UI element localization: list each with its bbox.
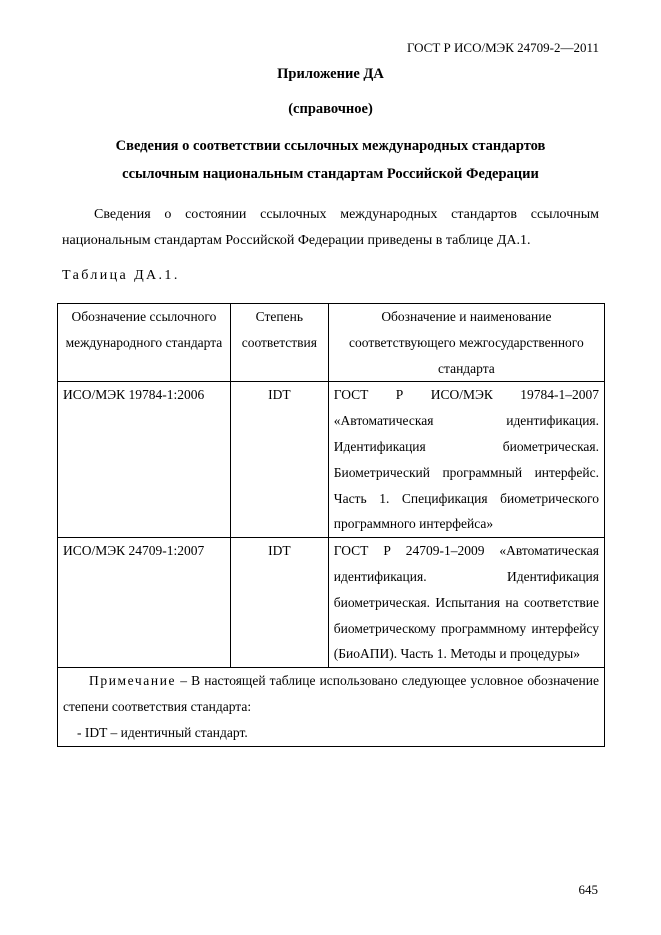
note-text (63, 668, 599, 720)
table-header-row (58, 304, 605, 382)
note-label: Примечание (89, 673, 177, 689)
table-row (58, 382, 605, 538)
degree-cell: IDT (230, 382, 328, 538)
appendix-subtitle: (справочное) (288, 101, 373, 117)
appendix-heading-line1: Сведения о соответствии ссылочных международных стандартов (115, 138, 546, 154)
table-note-cell (58, 668, 605, 746)
appendix-heading-line2: ссылочным национальным стандартам Российской Федерации (122, 166, 539, 182)
table-row (58, 538, 605, 668)
appendix-title: Приложение ДА (277, 66, 384, 82)
header-cell-national-standard: Обозначение и наименование соответствующего межгосударственного стандарта (328, 304, 604, 382)
table-note-row (58, 668, 605, 746)
header-standard-code: ГОСТ Р ИСО/МЭК 24709-2—2011 (406, 40, 599, 55)
table-caption: Таблица ДА.1. (62, 268, 180, 283)
intl-standard-cell: ИСО/МЭК 19784-1:2006 (58, 382, 231, 538)
header-cell-degree: Степень соответствия (230, 304, 328, 382)
national-standard-cell: ГОСТ Р 24709-1–2009 «Автоматическая идентификация. Идентификация биометрическая. Испытания на соответствие биометрическому программному интерфейсу (БиоАПИ). Часть 1. Методы и процедуры» (328, 538, 604, 668)
correspondence-table (57, 303, 605, 747)
national-standard-cell: ГОСТ Р ИСО/МЭК 19784-1–2007 «Автоматическая идентификация. Идентификация биометрическая. Биометрический программный интерфейс. Часть 1. Спецификация биометрического программного интерфейса» (328, 382, 604, 538)
degree-cell: IDT (230, 538, 328, 668)
header-cell-intl-standard: Обозначение ссылочного международного стандарта (58, 304, 231, 382)
note-body: – В настоящей таблице использовано следующее условное обозначение степени соответствия стандарта: (63, 673, 599, 714)
intl-standard-cell: ИСО/МЭК 24709-1:2007 (58, 538, 231, 668)
intro-paragraph: Сведения о состоянии ссылочных международных стандартов ссылочным национальным стандартам Российской Федерации приведены в таблице ДА.1. (62, 207, 599, 248)
note-item: - IDT – идентичный стандарт. (77, 724, 248, 740)
page-number: 645 (578, 882, 598, 897)
